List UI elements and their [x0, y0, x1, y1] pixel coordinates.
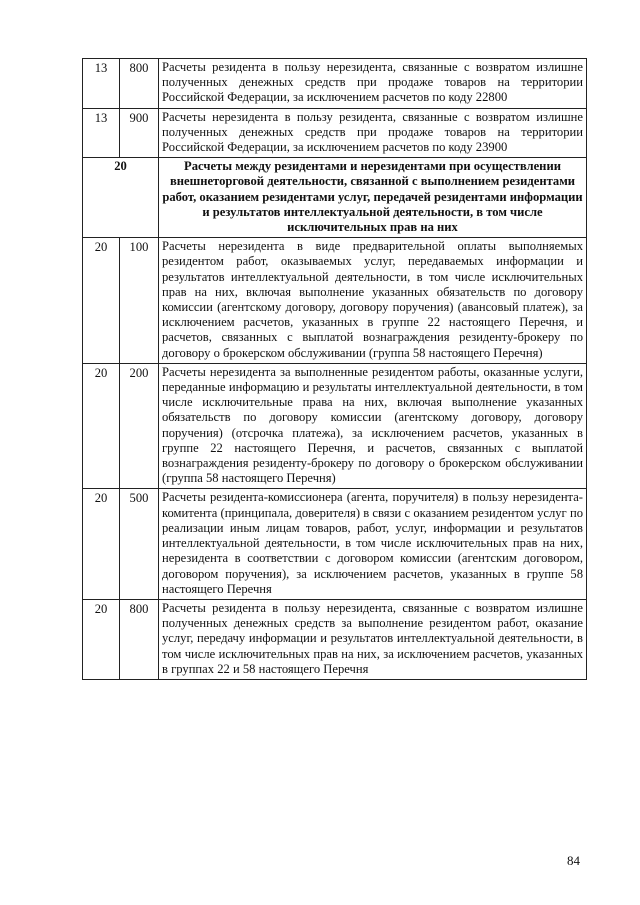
operation-code: 200	[120, 363, 159, 489]
operation-description: Расчеты резидента-комиссионера (агента, поручителя) в пользу нерезидента-комитента (принципала, доверителя) в связи с оказанием резидентом услуг по реализации иным лицам товаров, работ, услуг, информации и результатов интеллектуальной деятельности, в том числе исключительных прав на них, нерезидента в соответствии с договором комиссии (агентским договором, договором поручения), за исключением расчетов, указанных в группе 58 настоящего Перечня	[159, 489, 587, 599]
group-code: 13	[83, 59, 120, 109]
group-code: 20	[83, 238, 120, 364]
table-row	[83, 489, 587, 599]
table-row	[83, 238, 587, 364]
table-row	[83, 363, 587, 489]
group-code: 20	[83, 489, 120, 599]
table-row	[83, 599, 587, 679]
operation-description: Расчеты резидента в пользу нерезидента, связанные с возвратом излишне полученных денежных средств при продаже товаров на территории Российской Федерации, за исключением расчетов по коду 22800	[159, 59, 587, 109]
operation-description: Расчеты нерезидента в пользу резидента, связанные с возвратом излишне полученных денежных средств при продаже товаров на территории Российской Федерации, за исключением расчетов по коду 23900	[159, 108, 587, 158]
section-header-row	[83, 158, 587, 238]
page-number: 84	[567, 853, 580, 868]
codes-table	[82, 58, 587, 680]
operation-code: 800	[120, 59, 159, 109]
group-code: 13	[83, 108, 120, 158]
table-row	[83, 108, 587, 158]
operation-description: Расчеты нерезидента за выполненные резидентом работы, оказанные услуги, переданные информацию и результаты интеллектуальной деятельности, в том числе исключительные права на них, включая выполнение указанных обязательств по договору комиссии (агентскому договору, договору поручения) (отсрочка платежа), за исключением расчетов, указанных в группе 22 настоящего Перечня, и расчетов, связанных с выплатой вознаграждения резиденту-брокеру по договору о брокерском обслуживании (группа 58 настоящего Перечня)	[159, 363, 587, 489]
operation-code: 800	[120, 599, 159, 679]
operation-code: 100	[120, 238, 159, 364]
group-code: 20	[83, 599, 120, 679]
section-number: 20	[83, 158, 159, 238]
operation-description: Расчеты резидента в пользу нерезидента, связанные с возвратом излишне полученных денежных средств за выполнение резидентом работ, оказание услуг, передачу информации и результатов интеллектуальной деятельности, в том числе исключительных прав на них, за исключением расчетов, указанных в группах 22 и 58 настоящего Перечня	[159, 599, 587, 679]
operation-code: 900	[120, 108, 159, 158]
section-title: Расчеты между резидентами и нерезидентами при осуществлении внешнеторговой деятельности, связанной с выполнением резидентами работ, оказанием резидентами услуг, передачей резидентами информации и результатов интеллектуальной деятельности, в том числе исключительных прав на них	[159, 158, 587, 238]
table-row	[83, 59, 587, 109]
operation-description: Расчеты нерезидента в виде предварительной оплаты выполняемых резидентом работ, оказываемых услуг, передаваемых информации и результатов интеллектуальной деятельности, в том числе исключительных прав на них, включая выполнение указанных обязательств по договору комиссии (агентскому договору, договору поручения) (авансовый платеж), за исключением расчетов, указанных в группе 22 настоящего Перечня, и расчетов, связанных с выплатой вознаграждения резиденту-брокеру по договору о брокерском обслуживании (группа 58 настоящего Перечня)	[159, 238, 587, 364]
operation-code: 500	[120, 489, 159, 599]
group-code: 20	[83, 363, 120, 489]
